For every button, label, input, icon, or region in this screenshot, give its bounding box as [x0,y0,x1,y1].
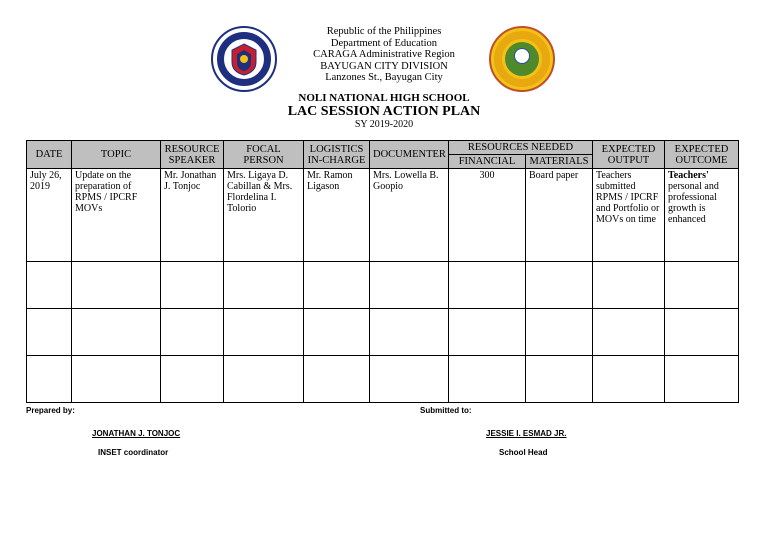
school-year: SY 2019-2020 [354,119,414,130]
outcome-emphasis: Teachers' [668,170,709,181]
empty-cell [449,262,526,309]
table-row [27,309,739,356]
empty-cell [665,309,739,356]
empty-cell [526,356,593,403]
col-expected-outcome: EXPECTED OUTCOME [665,141,739,169]
header-line: CARAGA Administrative Region [313,49,455,60]
col-materials: MATERIALS [526,155,593,169]
cell-financial: 300 [449,169,526,262]
col-logistics: LOGISTICS IN-CHARGE [304,141,370,169]
empty-cell [161,309,224,356]
cell-logistics: Mr. Ramon Ligason [304,169,370,262]
empty-cell [72,356,161,403]
col-topic: TOPIC [72,141,161,169]
empty-cell [526,309,593,356]
submitted-to-name: JESSIE I. ESMAD JR. [486,429,567,438]
prepared-by-name: JONATHAN J. TONJOC [92,429,181,438]
col-expected-output: EXPECTED OUTPUT [593,141,665,169]
empty-cell [161,262,224,309]
header-line: BAYUGAN CITY DIVISION [320,60,448,72]
prepared-by-label: Prepared by: [26,406,75,415]
empty-cell [27,356,72,403]
empty-cell [370,356,449,403]
col-resources-needed: RESOURCES NEEDED [449,141,593,155]
col-date: DATE [27,141,72,169]
empty-cell [72,262,161,309]
empty-cell [593,309,665,356]
empty-cell [224,262,304,309]
empty-cell [161,356,224,403]
empty-cell [593,262,665,309]
empty-cell [27,309,72,356]
col-documenter: DOCUMENTER [370,141,449,169]
prepared-by-title: INSET coordinator [98,448,169,457]
table-row [27,356,739,403]
empty-cell [224,309,304,356]
cell-materials: Board paper [526,169,593,262]
empty-cell [526,262,593,309]
empty-cell [72,309,161,356]
header-line: Republic of the Philippines [326,26,442,37]
header-line: Lanzones St., Bayugan City [325,72,443,83]
outcome-text: personal and professional growth is enhanced [668,181,719,225]
empty-cell [370,262,449,309]
col-resource-speaker: RESOURCE SPEAKER [161,141,224,169]
cell-date: July 26, 2019 [27,169,72,262]
cell-focal-person: Mrs. Ligaya D. Cabillan & Mrs. Flordelina I. Tolorio [224,169,304,262]
empty-cell [449,309,526,356]
empty-cell [370,309,449,356]
letterhead [0,26,768,84]
header-row [27,141,739,155]
empty-cell [27,262,72,309]
cell-expected-outcome [665,169,739,262]
cell-topic: Update on the preparation of RPMS / IPCRF MOVs [72,169,161,262]
empty-cell [304,262,370,309]
cell-expected-output: Teachers submitted RPMS / IPCRF and Portfolio or MOVs on time [593,169,665,262]
cell-resource-speaker: Mr. Jonathan J. Tonjoc [161,169,224,262]
col-financial: FINANCIAL [449,155,526,169]
header-line: Department of Education [330,37,438,49]
empty-cell [665,262,739,309]
submitted-to-label: Submitted to: [420,406,472,415]
action-plan-table [26,140,739,403]
empty-cell [224,356,304,403]
empty-cell [449,356,526,403]
empty-cell [304,309,370,356]
table-row [27,169,739,262]
col-focal-person: FOCAL PERSON [224,141,304,169]
page-title: LAC SESSION ACTION PLAN [287,104,481,119]
cell-documenter: Mrs. Lowella B. Goopio [370,169,449,262]
school-name: NOLI NATIONAL HIGH SCHOOL [298,92,470,104]
empty-cell [665,356,739,403]
submitted-to-title: School Head [499,448,548,457]
empty-cell [593,356,665,403]
empty-cell [304,356,370,403]
table-row [27,262,739,309]
